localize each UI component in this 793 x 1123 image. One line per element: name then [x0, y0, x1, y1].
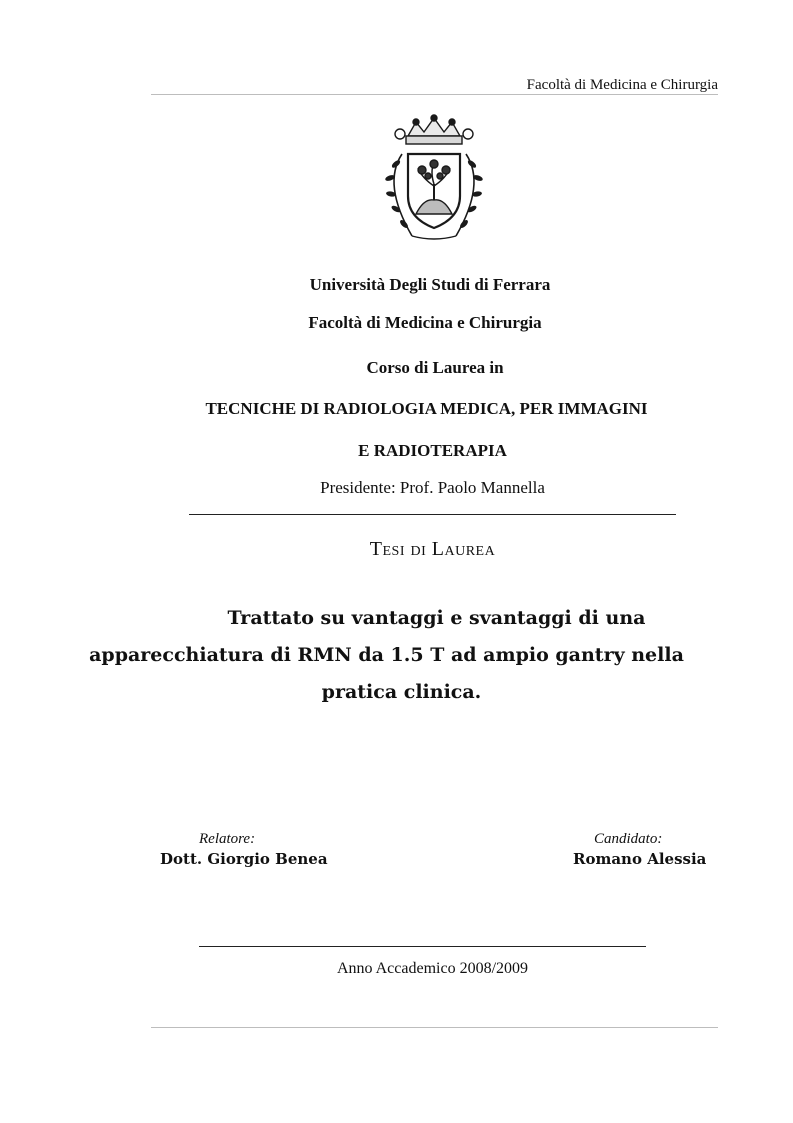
thesis-title-line1: Trattato su vantaggi e svantaggi di una — [227, 607, 646, 629]
thesis-title — [0, 600, 793, 711]
footer-divider — [199, 946, 646, 947]
course-president: Presidente: Prof. Paolo Mannella — [320, 478, 545, 497]
course-name-line2: E RADIOTERAPIA — [358, 441, 507, 460]
candidate-label: Candidato: — [594, 831, 663, 847]
supervisor-name: Dott. Giorgio Benea — [160, 850, 328, 868]
candidate-name: Romano Alessia — [573, 850, 707, 868]
supervisor-label: Relatore: — [199, 831, 256, 847]
university-crest-icon — [372, 114, 496, 246]
course-name-line1: TECNICHE DI RADIOLOGIA MEDICA, PER IMMAGINI — [205, 399, 648, 418]
course-intro: Corso di Laurea in — [366, 358, 504, 377]
faculty-name: Facoltà di Medicina e Chirurgia — [308, 313, 542, 332]
thesis-type: Tesi di Laurea — [369, 538, 496, 560]
academic-year: Anno Accademico 2008/2009 — [336, 960, 529, 977]
thesis-title-line3: pratica clinica. — [321, 681, 482, 703]
page-bottom-divider — [151, 1027, 718, 1028]
thesis-title-line2: apparecchiatura di RMN da 1.5 T ad ampio gantry nella — [89, 644, 684, 666]
section-divider — [189, 514, 676, 515]
university-name: Università Degli Studi di Ferrara — [309, 275, 551, 294]
header-divider — [151, 94, 718, 95]
running-header: Facoltà di Medicina e Chirurgia — [526, 77, 718, 93]
